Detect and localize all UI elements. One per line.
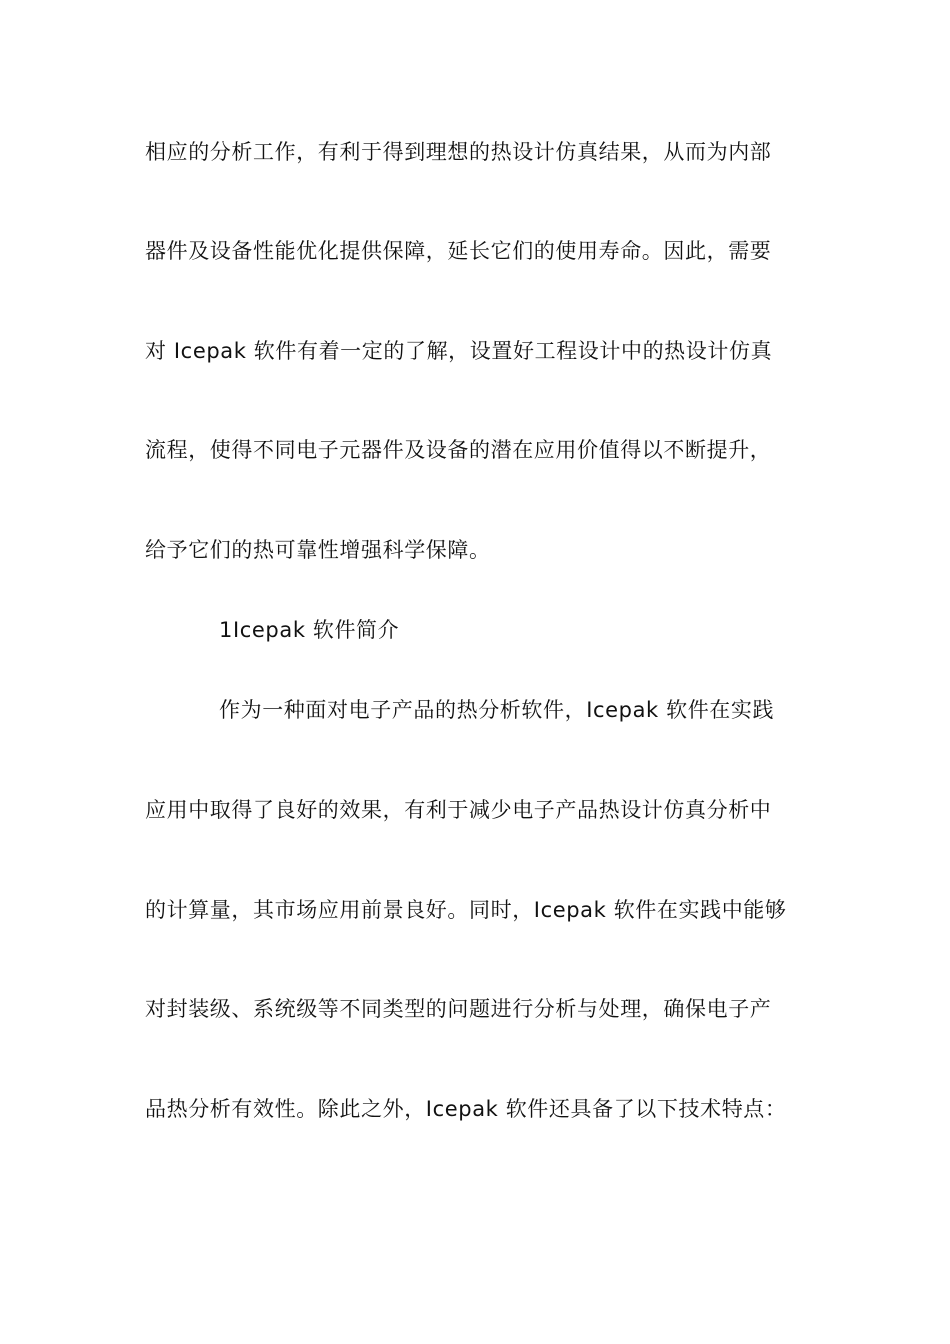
paragraph-2-line-1: 作为一种面对电子产品的热分析软件，Icepak 软件在实践 (219, 698, 775, 722)
paragraph-1-line-1: 相应的分析工作，有利于得到理想的热设计仿真结果，从而为内部 (145, 140, 772, 164)
paragraph-2-line-3: 的计算量，其市场应用前景良好。同时，Icepak 软件在实践中能够 (145, 898, 787, 922)
paragraph-1-line-4: 流程，使得不同电子元器件及设备的潜在应用价值得以不断提升， (145, 438, 772, 462)
paragraph-1-line-3: 对 Icepak 软件有着一定的了解，设置好工程设计中的热设计仿真 (145, 339, 773, 363)
paragraph-2-line-4: 对封装级、系统级等不同类型的问题进行分析与处理，确保电子产 (145, 997, 772, 1021)
paragraph-1-line-2: 器件及设备性能优化提供保障，延长它们的使用寿命。因此，需要 (145, 239, 772, 263)
paragraph-2-line-2: 应用中取得了良好的效果，有利于减少电子产品热设计仿真分析中 (145, 798, 772, 822)
section-heading: 1Icepak 软件简介 (219, 618, 400, 642)
paragraph-1-line-5: 给予它们的热可靠性增强科学保障。 (145, 538, 491, 562)
paragraph-2-line-5: 品热分析有效性。除此之外，Icepak 软件还具备了以下技术特点： (145, 1097, 787, 1121)
